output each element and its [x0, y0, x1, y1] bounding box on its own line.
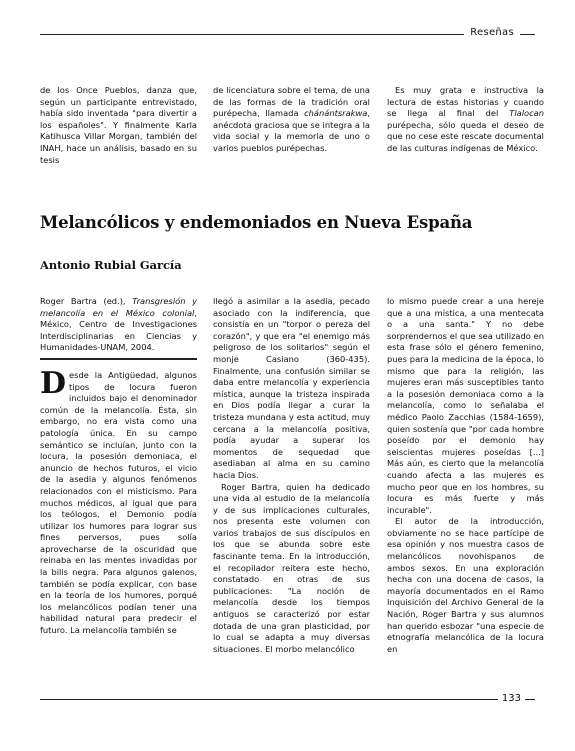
body-column-2 [213, 296, 370, 655]
text-run: esde la Antigüedad, algunos tipos de locura fueron incluidos bajo el denominador común de la melancolía. Ésta, sin embargo, no era vista como una patología única. En su campo semántico se incluían, junto con la locura, la posesión demoniaca, el anuncio de hechos futuros, el vicio de la asedia y algunos fenómenos relacionados con el misticismo. Para muchos médicos, al igual que para los teólogos, el Demonio podía utilizar los humores para lograr sus fines perversos, pues solía aprovecharse de la oscuridad que reinaba en las mentes invadidas por la bilis negra. Para algunos galenos, también se podía explicar, con base en la teoría de los humores, porqué los melancólicos podían tener una habilidad natural para predecir el futuro. La melancolía también se [40, 369, 197, 636]
drop-cap: D [40, 365, 67, 401]
paragraph [213, 85, 370, 155]
paragraph: Roger Bartra, quien ha dedicado una vida al estudio de la melancolía y de sus implicaciones culturales, nos presenta este volumen con varios trabajos de sus discípulos en los que se abunda sobre este fascinante tema. En la introducción, el recopilador reitera este hecho, constatado en otras de sus publicaciones: "La noción de melancolía desde los tiempos antiguos se caracterizó por estar dotada de una gran plasticidad, por lo cual se adapta a muy diversas situaciones. El morbo melancólico [213, 481, 370, 654]
top-column-1 [40, 85, 197, 166]
paragraph: llegó a asimilar a la asedia, pecado asociado con la indiferencia, que consistía en un "torpor o pereza del corazón", y que era "el enemigo más peligroso de los solitarios" según el monje Casiano (360-435). Finalmente, una confusión similar se daba entre melancolía y experiencia mística, aunque la tristeza inspirada en Dios podía llegar a curar la tristeza mundana y esta actitud, muy cercana a la melancolía positiva, podía ayudar a superar los momentos de sequedad que asediaban al alma en su camino hacia Dios. [213, 296, 370, 480]
page-number: 133 [498, 693, 525, 704]
book-title: Transgresión y melancolía en el México colonial [40, 296, 198, 318]
paragraph [387, 85, 544, 155]
text-run: purépecha, sólo queda el deseo de que no cese este rescate documental de las culturas indígenas de México. [387, 119, 544, 153]
book-reference [40, 296, 197, 354]
italic-term: Tlalocan [509, 108, 544, 119]
text-run: Es muy grata e instructiva la lectura de estas historias y cuando se llega al final del [387, 85, 544, 119]
body-column-3 [387, 296, 544, 655]
top-column-3 [387, 85, 544, 155]
top-column-2 [213, 85, 370, 155]
paragraph: El autor de la introducción, obviamente no se hace partícipe de esa opinión y nos muestra casos de melancólicos novohispanos de ambos sexos. En una exploración hecha con una docena de casos, la mayoría documentados en el Ramo Inquisición del Archivo General de la Nación, Roger Bartra y sus alumnos han querido esbozar "una especie de etnografía melancólica de la locura en [387, 516, 544, 654]
text-run: , México, Centro de Investigaciones Interdisciplinarias en Ciencias y Humanidades-UNAM, 2004. [40, 307, 197, 353]
text-run: de licenciatura sobre el tema, de una de las formas de la tradición oral purépecha, llamada [213, 85, 370, 119]
section-title: Reseñas [464, 27, 520, 38]
text-run: Roger Bartra (ed.), [40, 296, 133, 306]
reference-rule [40, 358, 197, 360]
footer-rule [40, 699, 535, 700]
body-column-1 [40, 296, 197, 637]
review-author: Antonio Rubial García [40, 258, 182, 272]
italic-term: chánántsrakwa [304, 108, 368, 119]
paragraph [40, 365, 197, 637]
paragraph: lo mismo puede crear a una hereje que a una mística, a una mentecata o a una santa." Y no debe sorprendernos el que sea utilizado en esta frase sólo el género femenino, pues para la medicina de la época, lo mismo que para la religión, las mujeres eran más susceptibles tanto a la posesión demoniaca como a la melancolía, como lo señalaba el médico Paolo Zacchias (1584-1659), quien sostenía que "por cada hombre poseído por el demonio hay seiscientas mujeres poseídas [...] Más aún, es cierto que la melancolía cuando afecta a las mujeres es mucho peor que en los hombres, su locura es más fuerte y más incurable". [387, 296, 544, 515]
text-run: , anécdota graciosa que se integra a la vida social y la memoria de uno o varios pueblos purépechas. [213, 108, 370, 153]
paragraph: de los Once Pueblos, danza que, según un participante entrevistado, había sido inventada "para divertir a los españoles". Y finalmente Karla Katihusca Villar Morgan, también del INAH, hace un análisis, basado en su tesis [40, 85, 197, 165]
header-rule [40, 34, 535, 35]
review-title: Melancólicos y endemoniados en Nueva España [40, 213, 473, 232]
